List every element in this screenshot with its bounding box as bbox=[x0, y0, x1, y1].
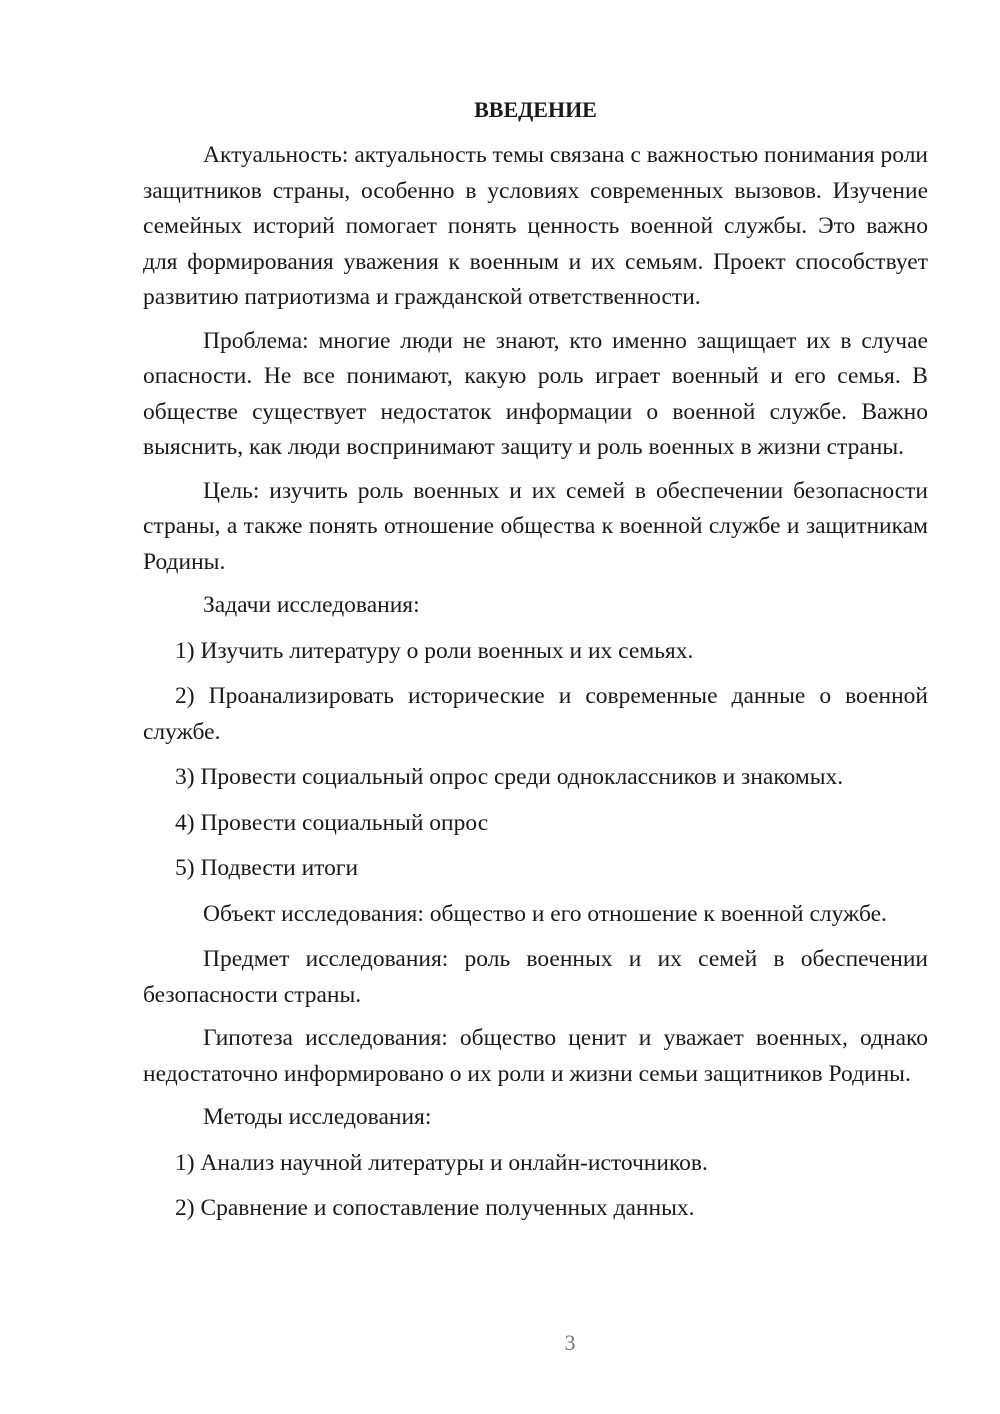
goal-paragraph: Цель: изучить роль военных и их семей в обеспечении безопасности страны, а также понять отношение общества к военной службе и защитникам Родины. bbox=[143, 477, 928, 575]
tasks-heading: Задачи исследования: bbox=[203, 592, 420, 618]
method-item: 2) Сравнение и сопоставление полученных данных. bbox=[175, 1195, 695, 1221]
method-item: 1) Анализ научной литературы и онлайн-источников. bbox=[175, 1149, 708, 1176]
task-item: 1) Изучить литературу о роли военных и их семьях. bbox=[175, 637, 694, 664]
page-title: ВВЕДЕНИЕ bbox=[474, 97, 597, 122]
subject-paragraph: Предмет исследования: роль военных и их семей в обеспечении безопасности страны. bbox=[143, 946, 928, 1008]
task-item: 4) Провести социальный опрос bbox=[175, 809, 489, 836]
relevance-paragraph: Актуальность: актуальность темы связана с важностью понимания роли защитников страны, особенно в условиях современных вызовов. Изучение семейных историй помогает понять ценность военной службы. Это важно для формирования уважения к военным и их семьям. Проект способствует развитию патриотизма и гражданской ответственности. bbox=[143, 142, 928, 310]
page-number: 3 bbox=[564, 1330, 576, 1355]
object-paragraph: Объект исследования: общество и его отношение к военной службе. bbox=[203, 900, 887, 927]
task-item: 3) Провести социальный опрос среди одноклассников и знакомых. bbox=[175, 764, 844, 790]
hypothesis-paragraph: Гипотеза исследования: общество ценит и уважает военных, однако недостаточно информировано о их роли и жизни семьи защитников Родины. bbox=[143, 1025, 928, 1087]
task-item: 2) Проанализировать исторические и современные данные о военной службе. bbox=[143, 683, 928, 745]
page-content bbox=[143, 90, 928, 1237]
task-item: 5) Подвести итоги bbox=[175, 855, 359, 881]
methods-heading: Методы исследования: bbox=[203, 1104, 432, 1130]
problem-paragraph: Проблема: многие люди не знают, кто именно защищает их в случае опасности. Не все понимают, какую роль играет военный и его семья. В обществе существует недостаток информации о военной службе. Важно выяснить, как люди воспринимают защиту и роль военных в жизни страны. bbox=[143, 327, 928, 460]
